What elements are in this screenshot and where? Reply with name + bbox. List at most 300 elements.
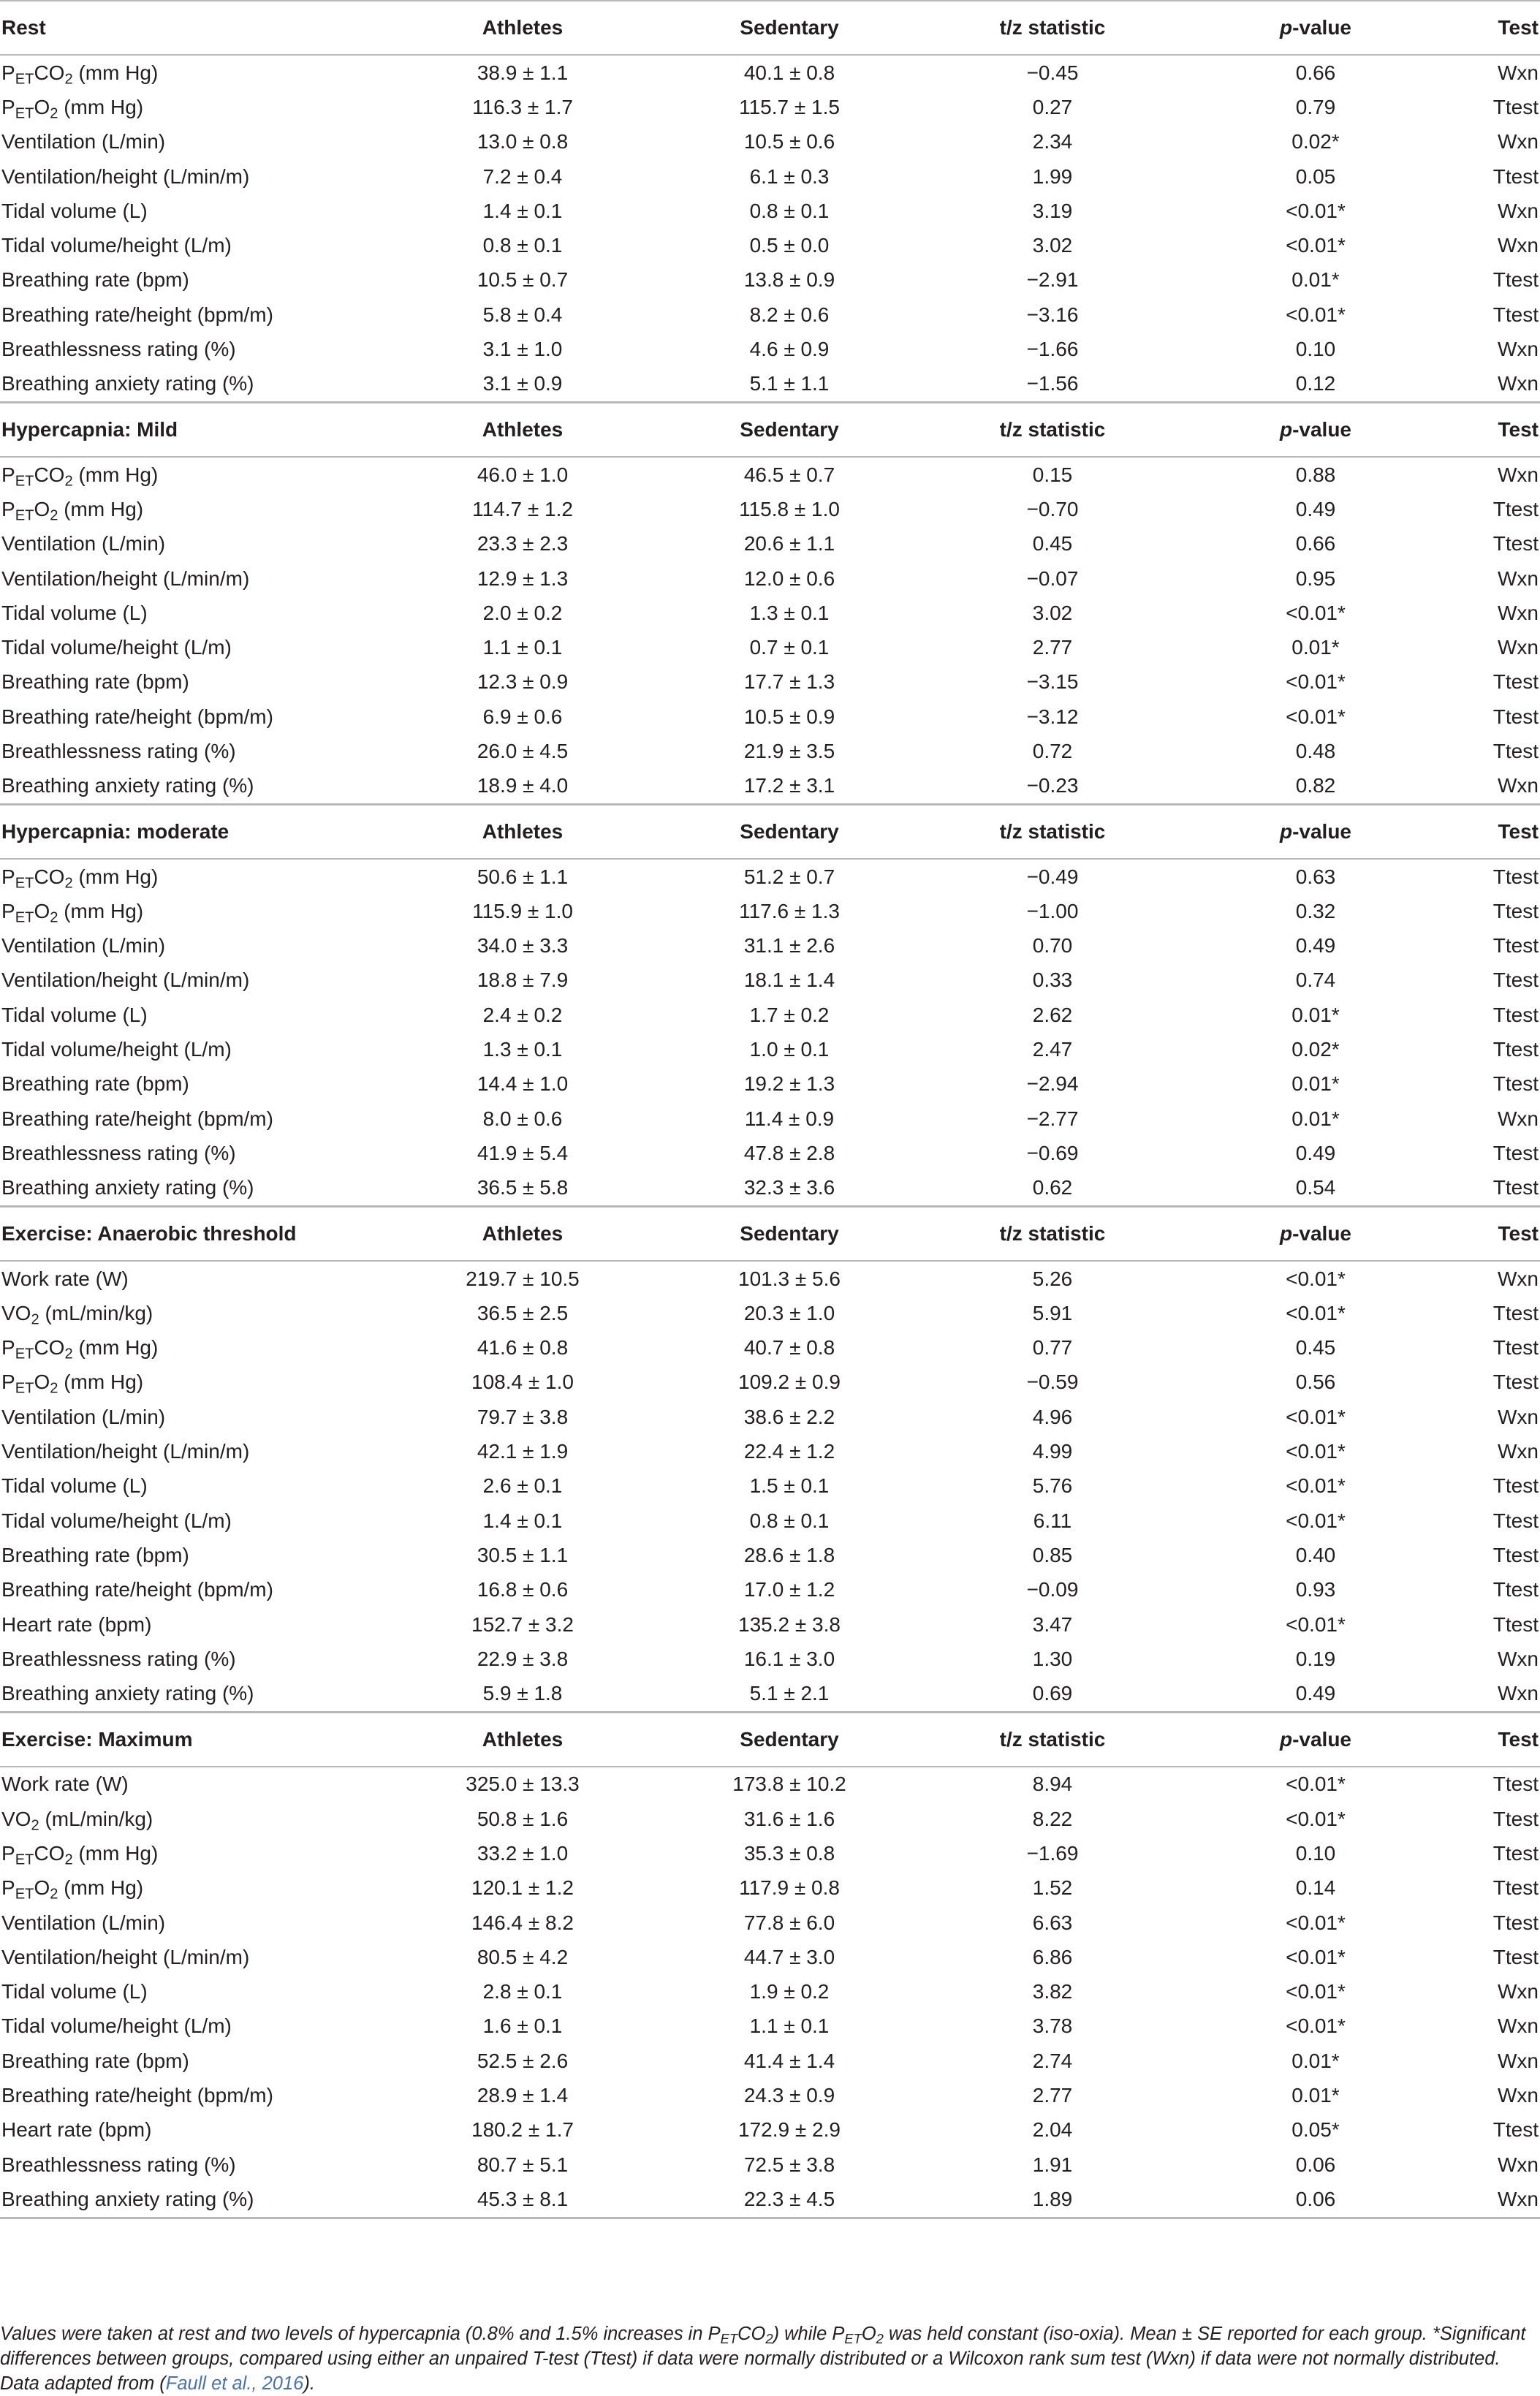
label-subscript: ET (15, 875, 34, 892)
label-text: (mL/min/kg) (39, 1807, 153, 1830)
sedentary-value: 1.3 ± 0.1 (749, 601, 830, 624)
table-row (0, 1102, 1540, 1136)
label-text: CO (34, 1842, 65, 1865)
sedentary-value: 44.7 ± 3.0 (743, 1945, 835, 1968)
p-value: 0.01* (1291, 636, 1340, 659)
sedentary-value: 1.9 ± 0.2 (749, 1980, 830, 2003)
label-text: Breathlessness rating (%) (1, 1141, 236, 1164)
athletes-value: 79.7 ± 3.8 (477, 1405, 569, 1428)
athletes-value: 50.6 ± 1.1 (477, 865, 569, 888)
test-type: Wxn (1498, 1405, 1539, 1428)
p-value: <0.01* (1286, 199, 1346, 222)
label-text: Ventilation (L/min) (1, 934, 166, 958)
statistic-value: 3.02 (1032, 601, 1073, 624)
sedentary-value: 38.6 ± 2.2 (743, 1405, 835, 1428)
test-type: Ttest (1492, 670, 1539, 694)
sedentary-value: 16.1 ± 3.0 (743, 1647, 835, 1670)
athletes-value: 14.4 ± 1.0 (477, 1072, 569, 1096)
col-header-statistic: t/z statistic (999, 819, 1106, 843)
sedentary-value: 109.2 ± 0.9 (738, 1371, 841, 1394)
statistic-value: 0.72 (1032, 739, 1073, 762)
row-label (0, 1331, 409, 1365)
table-row (0, 1136, 1540, 1170)
row-label (0, 2078, 409, 2112)
statistic-value: 2.04 (1032, 2118, 1073, 2142)
athletes-value: 28.9 ± 1.4 (477, 2084, 569, 2107)
sedentary-value: 117.9 ± 0.8 (739, 1876, 840, 1900)
statistic-value: −1.69 (1026, 1842, 1079, 1865)
section-title: Rest (1, 16, 46, 39)
sedentary-value: 12.0 ± 0.6 (743, 566, 835, 590)
statistic-value: −0.49 (1026, 865, 1079, 888)
label-text: Ventilation (L/min) (1, 130, 166, 153)
row-label (0, 700, 409, 734)
label-subscript: 2 (64, 473, 73, 490)
test-type: Ttest (1492, 1578, 1539, 1601)
p-value: 0.49 (1295, 1141, 1336, 1164)
col-header-test: Test (1498, 819, 1539, 843)
label-text: Breathing rate (bpm) (1, 268, 189, 292)
label-text: VO (1, 1807, 31, 1830)
test-type: Wxn (1498, 61, 1539, 84)
test-type: Ttest (1492, 1371, 1539, 1394)
table-row (0, 1469, 1540, 1504)
p-value: <0.01* (1286, 1612, 1346, 1636)
row-label (0, 561, 409, 596)
label-subscript: ET (15, 507, 34, 524)
athletes-value: 41.6 ± 0.8 (477, 1336, 569, 1360)
label-text: Tidal volume (L) (1, 1003, 148, 1026)
row-label (0, 1940, 409, 1974)
table-row (0, 1434, 1540, 1468)
statistic-value: 1.91 (1032, 2153, 1073, 2176)
table-row (0, 125, 1540, 159)
p-value: 0.48 (1295, 739, 1336, 762)
label-text: (mm Hg) (58, 1876, 144, 1900)
label-text: Work rate (W) (1, 1773, 129, 1796)
sedentary-value: 8.2 ± 0.6 (749, 303, 830, 326)
section-header-row (0, 804, 1540, 859)
table-row (0, 159, 1540, 194)
p-value: <0.01* (1286, 1509, 1346, 1532)
label-subscript: ET (15, 473, 34, 490)
athletes-value: 52.5 ± 2.6 (477, 2049, 569, 2072)
athletes-value: 50.8 ± 1.6 (477, 1807, 569, 1830)
sedentary-value: 1.7 ± 0.2 (749, 1003, 830, 1026)
row-label (0, 367, 409, 403)
p-italic: p (1279, 1727, 1293, 1751)
row-label (0, 596, 409, 630)
label-subscript: 2 (64, 1346, 73, 1362)
row-label (0, 457, 409, 492)
section-header-row (0, 1206, 1540, 1261)
test-type: Ttest (1492, 1842, 1539, 1865)
test-type: Ttest (1492, 497, 1539, 520)
table-row (0, 596, 1540, 630)
row-label (0, 1607, 409, 1642)
col-header-test: Test (1498, 1221, 1539, 1245)
table-row (0, 1676, 1540, 1712)
athletes-value: 2.8 ± 0.1 (482, 1980, 563, 2003)
test-type: Ttest (1492, 1301, 1539, 1324)
label-text: (mm Hg) (58, 1371, 144, 1394)
statistic-value: −3.16 (1026, 303, 1079, 326)
row-label (0, 1642, 409, 1676)
row-label (0, 1676, 409, 1712)
statistic-value: −0.69 (1026, 1141, 1079, 1164)
p-value: 0.01* (1291, 1072, 1340, 1096)
test-type: Wxn (1498, 372, 1539, 395)
row-label (0, 630, 409, 664)
row-label (0, 1032, 409, 1066)
statistic-value: 6.11 (1033, 1509, 1072, 1532)
label-text: Breathlessness rating (%) (1, 1647, 236, 1670)
sedentary-value: 1.5 ± 0.1 (749, 1474, 830, 1498)
table-row (0, 1365, 1540, 1400)
label-text: Breathing rate (bpm) (1, 1072, 189, 1096)
table-row (0, 1032, 1540, 1066)
sedentary-value: 51.2 ± 0.7 (743, 865, 835, 888)
p-value: 0.10 (1295, 338, 1336, 361)
sedentary-value: 10.5 ± 0.9 (743, 705, 835, 728)
statistic-value: 8.94 (1032, 1773, 1073, 1796)
label-text: CO (34, 463, 65, 486)
table-footnote (0, 2321, 1535, 2396)
table-row (0, 457, 1540, 492)
statistic-value: 2.74 (1032, 2049, 1073, 2072)
p-value: 0.88 (1295, 463, 1336, 486)
label-subscript: 2 (31, 1311, 39, 1328)
statistic-value: 0.70 (1032, 934, 1073, 958)
table-row (0, 332, 1540, 366)
label-text: Tidal volume/height (L/m) (1, 2014, 232, 2038)
footnote-sub: ET (720, 2331, 738, 2347)
sedentary-value: 5.1 ± 1.1 (749, 372, 830, 395)
statistic-value: 3.47 (1032, 1612, 1073, 1636)
p-value: <0.01* (1286, 1807, 1346, 1830)
table-row (0, 1940, 1540, 1974)
athletes-value: 36.5 ± 5.8 (477, 1176, 569, 1199)
col-header-athletes: Athletes (482, 1727, 564, 1751)
row-label (0, 194, 409, 228)
table-row (0, 1296, 1540, 1330)
label-subscript: 2 (50, 507, 58, 524)
table-row (0, 561, 1540, 596)
col-header-sedentary: Sedentary (740, 417, 839, 441)
p-value: 0.14 (1295, 1876, 1336, 1900)
p-value: 0.01* (1291, 2084, 1340, 2107)
label-text: P (1, 1876, 15, 1900)
label-subscript: 2 (50, 1886, 58, 1903)
statistic-value: 1.52 (1032, 1876, 1073, 1900)
label-text: Ventilation/height (L/min/m) (1, 1440, 250, 1463)
statistic-value: −1.00 (1026, 899, 1079, 922)
label-text: (mm Hg) (58, 497, 144, 520)
statistic-value: 6.86 (1032, 1945, 1073, 1968)
col-header-statistic: t/z statistic (999, 16, 1106, 39)
table-row (0, 1504, 1540, 1538)
col-header-test: Test (1498, 417, 1539, 441)
table-row (0, 1642, 1540, 1676)
p-value: <0.01* (1286, 1440, 1346, 1463)
test-type: Ttest (1492, 1072, 1539, 1096)
test-type: Wxn (1498, 2187, 1539, 2210)
p-value: <0.01* (1286, 1405, 1346, 1428)
table-row (0, 1767, 1540, 1802)
p-value: <0.01* (1286, 1267, 1346, 1290)
label-text: Tidal volume (L) (1, 199, 148, 222)
label-subscript: 2 (64, 71, 73, 88)
label-text: (mm Hg) (72, 1336, 159, 1360)
row-label (0, 1504, 409, 1538)
p-italic: p (1279, 819, 1293, 843)
test-type: Wxn (1498, 2014, 1539, 2038)
label-text: Work rate (W) (1, 1267, 129, 1290)
p-value: 0.93 (1295, 1578, 1336, 1601)
p-suffix: -value (1292, 1221, 1352, 1245)
label-text: (mm Hg) (72, 463, 159, 486)
test-type: Ttest (1492, 1876, 1539, 1900)
row-label (0, 1975, 409, 2009)
table-row (0, 2044, 1540, 2078)
test-type: Ttest (1492, 268, 1539, 292)
col-header-p-value (1162, 1206, 1469, 1261)
test-type: Wxn (1498, 2084, 1539, 2107)
section-title: Hypercapnia: Mild (1, 417, 178, 441)
label-subscript: ET (15, 909, 34, 926)
statistic-value: 5.91 (1032, 1301, 1073, 1324)
row-label (0, 859, 409, 894)
test-type: Wxn (1498, 1440, 1539, 1463)
table-row (0, 859, 1540, 894)
sedentary-value: 115.7 ± 1.5 (739, 95, 840, 118)
p-italic: p (1279, 1221, 1293, 1245)
statistic-value: 0.77 (1032, 1336, 1073, 1360)
statistic-value: 1.99 (1032, 164, 1073, 188)
row-label (0, 734, 409, 768)
statistic-value: 3.78 (1032, 2014, 1073, 2038)
footnote-sub: ET (844, 2331, 862, 2347)
sedentary-value: 77.8 ± 6.0 (743, 1911, 835, 1934)
col-header-sedentary: Sedentary (740, 819, 839, 843)
row-label (0, 1434, 409, 1468)
label-text: P (1, 899, 15, 922)
athletes-value: 80.7 ± 5.1 (477, 2153, 569, 2176)
athletes-value: 115.9 ± 1.0 (472, 899, 573, 922)
row-label (0, 492, 409, 526)
table-row (0, 894, 1540, 928)
athletes-value: 1.3 ± 0.1 (482, 1038, 563, 1061)
p-value: 0.56 (1295, 1371, 1336, 1394)
label-text: P (1, 61, 15, 84)
sedentary-value: 101.3 ± 5.6 (738, 1267, 841, 1290)
sedentary-value: 0.7 ± 0.1 (749, 636, 830, 659)
sedentary-value: 35.3 ± 0.8 (743, 1842, 835, 1865)
p-value: 0.02* (1291, 1038, 1340, 1061)
test-type: Ttest (1492, 1003, 1539, 1026)
athletes-value: 1.4 ± 0.1 (482, 1509, 563, 1532)
sedentary-value: 41.4 ± 1.4 (743, 2049, 835, 2072)
athletes-value: 2.4 ± 0.2 (482, 1003, 563, 1026)
p-value: <0.01* (1286, 234, 1346, 257)
citation-link[interactable]: Faull et al., 2016 (165, 2373, 304, 2394)
sedentary-value: 20.3 ± 1.0 (743, 1301, 835, 1324)
col-header-athletes: Athletes (482, 1221, 564, 1245)
p-value: 0.06 (1295, 2153, 1336, 2176)
row-label (0, 1261, 409, 1296)
athletes-value: 18.9 ± 4.0 (477, 774, 569, 797)
label-text: (mL/min/kg) (39, 1301, 153, 1324)
p-value: 0.05 (1295, 164, 1336, 188)
table-row (0, 2147, 1540, 2182)
athletes-value: 23.3 ± 2.3 (477, 532, 569, 556)
label-subscript: ET (15, 1886, 34, 1903)
test-type: Wxn (1498, 774, 1539, 797)
p-value: 0.02* (1291, 130, 1340, 153)
statistic-value: 1.89 (1032, 2187, 1073, 2210)
statistic-value: −3.12 (1026, 705, 1079, 728)
label-text: Ventilation/height (L/min/m) (1, 968, 250, 992)
section-header-row (0, 1, 1540, 55)
p-value: 0.63 (1295, 865, 1336, 888)
label-subscript: 2 (31, 1817, 39, 1834)
athletes-value: 46.0 ± 1.0 (477, 463, 569, 486)
p-value: 0.49 (1295, 1682, 1336, 1705)
athletes-value: 108.4 ± 1.0 (471, 1371, 574, 1394)
table-row (0, 2078, 1540, 2112)
table-body (0, 1, 1540, 2218)
sedentary-value: 47.8 ± 2.8 (743, 1141, 835, 1164)
label-text: (mm Hg) (72, 1842, 159, 1865)
test-type: Ttest (1492, 1509, 1539, 1532)
table-row (0, 665, 1540, 700)
p-value: <0.01* (1286, 2014, 1346, 2038)
footnote-text-1b: CO (737, 2324, 766, 2344)
test-type: Ttest (1492, 532, 1539, 556)
p-value: <0.01* (1286, 601, 1346, 624)
test-type: Ttest (1492, 1911, 1539, 1934)
sedentary-value: 117.6 ± 1.3 (739, 899, 840, 922)
statistic-value: −2.94 (1026, 1072, 1079, 1096)
athletes-value: 5.9 ± 1.8 (482, 1682, 563, 1705)
statistic-value: 4.99 (1032, 1440, 1073, 1463)
athletes-value: 36.5 ± 2.5 (477, 1301, 569, 1324)
sedentary-value: 40.1 ± 0.8 (743, 61, 835, 84)
test-type: Wxn (1498, 1107, 1539, 1130)
table-row (0, 1906, 1540, 1940)
table-row (0, 963, 1540, 998)
table-row (0, 630, 1540, 664)
row-label (0, 297, 409, 332)
row-label (0, 929, 409, 963)
test-type: Ttest (1492, 1807, 1539, 1830)
p-value: 0.40 (1295, 1543, 1336, 1566)
p-value: <0.01* (1286, 670, 1346, 694)
test-type: Ttest (1492, 164, 1539, 188)
p-value: 0.05* (1291, 2118, 1340, 2142)
table-row (0, 769, 1540, 805)
table-row (0, 700, 1540, 734)
statistic-value: −2.77 (1026, 1107, 1079, 1130)
p-value: 0.06 (1295, 2187, 1336, 2210)
p-italic: p (1279, 16, 1293, 39)
table-row (0, 1538, 1540, 1572)
test-type: Ttest (1492, 1945, 1539, 1968)
row-label (0, 228, 409, 262)
label-text: O (34, 1876, 50, 1900)
label-text: Tidal volume/height (L/m) (1, 1038, 232, 1061)
athletes-value: 114.7 ± 1.2 (472, 497, 573, 520)
label-text: Breathing rate/height (bpm/m) (1, 1578, 273, 1601)
col-header-sedentary: Sedentary (740, 1727, 839, 1751)
col-header-athletes: Athletes (482, 819, 564, 843)
p-suffix: -value (1292, 16, 1352, 39)
athletes-value: 1.4 ± 0.1 (482, 199, 563, 222)
athletes-value: 152.7 ± 3.2 (471, 1612, 574, 1636)
test-type: Wxn (1498, 130, 1539, 153)
sedentary-value: 24.3 ± 0.9 (743, 2084, 835, 2107)
test-type: Ttest (1492, 1612, 1539, 1636)
table-row (0, 998, 1540, 1032)
athletes-value: 13.0 ± 0.8 (477, 130, 569, 153)
col-header-test: Test (1498, 1727, 1539, 1751)
col-header-athletes: Athletes (482, 16, 564, 39)
table-row (0, 1975, 1540, 2009)
row-label (0, 1171, 409, 1207)
label-text: Tidal volume/height (L/m) (1, 234, 232, 257)
statistic-value: 4.96 (1032, 1405, 1073, 1428)
table-row (0, 492, 1540, 526)
sedentary-value: 17.2 ± 3.1 (743, 774, 835, 797)
footnote-text-1: Values were taken at rest and two levels of hypercapnia (0.8% and 1.5% increases in P (0, 2324, 721, 2344)
table-row (0, 297, 1540, 332)
label-text: CO (34, 61, 65, 84)
athletes-value: 2.6 ± 0.1 (482, 1474, 563, 1498)
sedentary-value: 31.6 ± 1.6 (743, 1807, 835, 1830)
athletes-value: 18.8 ± 7.9 (477, 968, 569, 992)
p-value: <0.01* (1286, 1945, 1346, 1968)
p-suffix: -value (1292, 417, 1352, 441)
athletes-value: 26.0 ± 4.5 (477, 739, 569, 762)
athletes-value: 6.9 ± 0.6 (482, 705, 563, 728)
label-text: Breathing anxiety rating (%) (1, 1176, 254, 1199)
statistic-value: −0.23 (1026, 774, 1079, 797)
label-text: Tidal volume (L) (1, 1474, 148, 1498)
table-row (0, 734, 1540, 768)
athletes-value: 3.1 ± 0.9 (482, 372, 563, 395)
p-value: 0.32 (1295, 899, 1336, 922)
table-row (0, 1400, 1540, 1434)
sedentary-value: 31.1 ± 2.6 (743, 934, 835, 958)
sedentary-value: 135.2 ± 3.8 (738, 1612, 841, 1636)
footnote-text-2: ) while P (773, 2324, 845, 2344)
table-row (0, 228, 1540, 262)
statistic-value: −2.91 (1026, 268, 1079, 292)
p-value: <0.01* (1286, 1301, 1346, 1324)
sedentary-value: 0.8 ± 0.1 (749, 199, 830, 222)
statistic-value: −1.66 (1026, 338, 1079, 361)
statistic-value: −3.15 (1026, 670, 1079, 694)
section-title: Exercise: Maximum (1, 1727, 193, 1751)
test-type: Wxn (1498, 601, 1539, 624)
label-text: Breathing anxiety rating (%) (1, 1682, 254, 1705)
col-header-statistic: t/z statistic (999, 1221, 1106, 1245)
label-text: CO (34, 865, 65, 888)
statistic-value: −0.59 (1026, 1371, 1079, 1394)
athletes-value: 180.2 ± 1.7 (471, 2118, 574, 2142)
p-value: 0.74 (1295, 968, 1336, 992)
statistic-value: −0.09 (1026, 1578, 1079, 1601)
